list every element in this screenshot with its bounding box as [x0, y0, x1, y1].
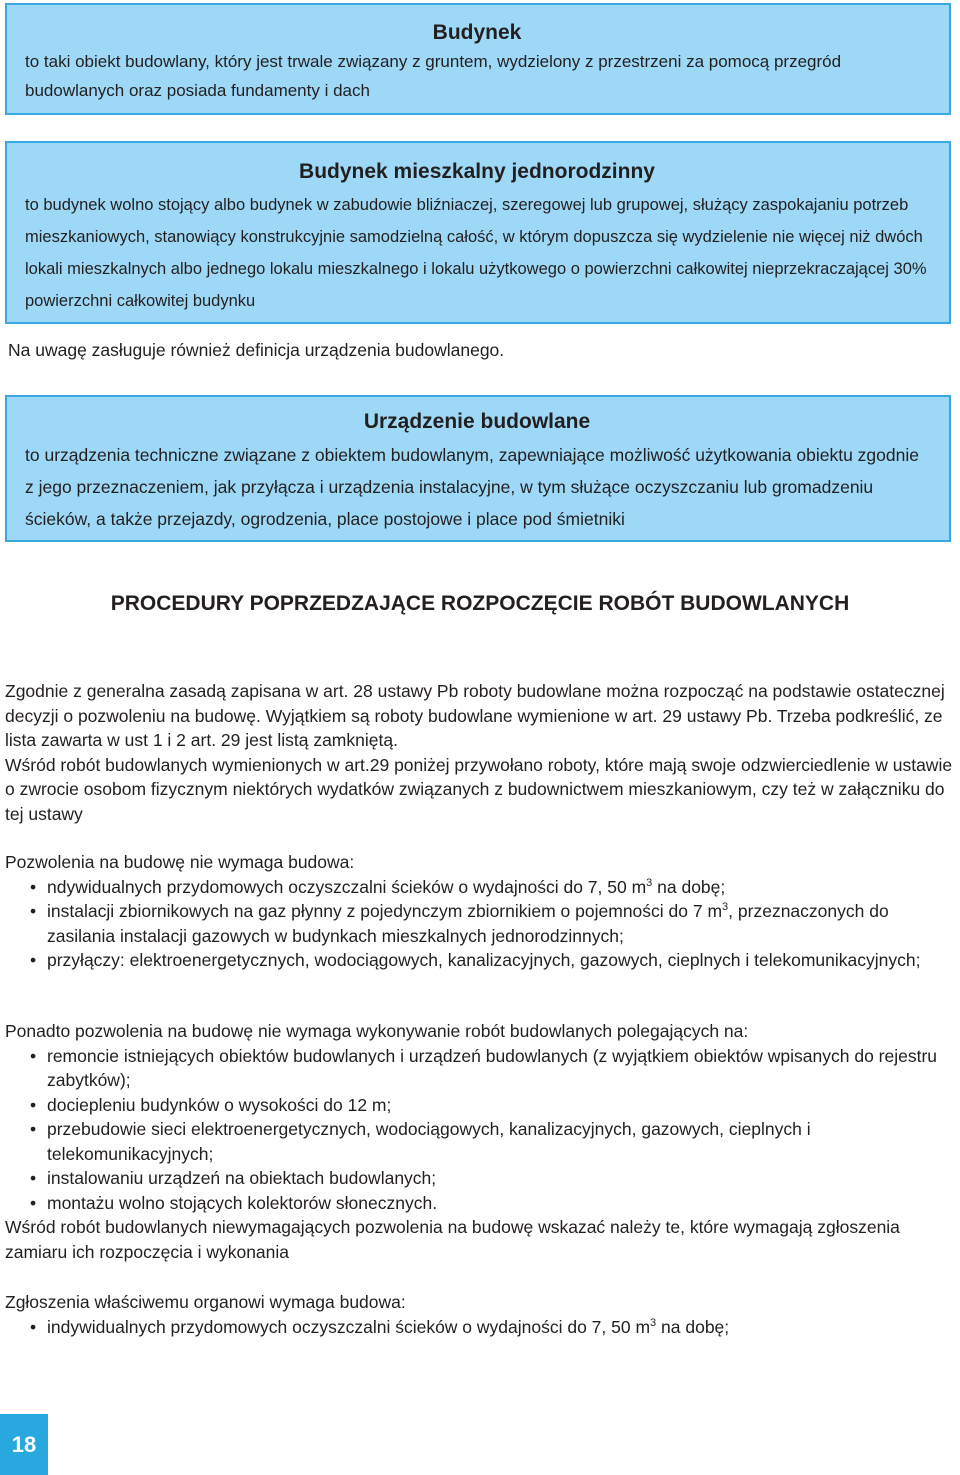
list-item: • przyłączy: elektroenergetycznych, wodociągowych, kanalizacyjnych, gazowych, cieplnych i telekomunikacyjnych; — [5, 948, 955, 973]
definition-title: Budynek — [432, 21, 522, 44]
paragraph-intro: Ponadto pozwolenia na budowę nie wymaga wykonywanie robót budowlanych polegających na: — [5, 1021, 749, 1041]
definition-box-urzadzenie — [5, 395, 951, 542]
list-item: • instalowaniu urządzeń na obiektach budowlanych; — [5, 1166, 955, 1191]
paragraph: Wśród robót budowlanych niewymagających pozwolenia na budowę wskazać należy te, które wymagają zgłoszenia zamiaru ich rozpoczęcia i wykonania — [5, 1217, 900, 1262]
bullet-list — [5, 875, 955, 973]
definition-box-budynek-jednorodzinny — [5, 141, 951, 324]
section-heading: PROCEDURY POPRZEDZAJĄCE ROZPOCZĘCIE ROBÓT BUDOWLANYCH — [110, 592, 850, 615]
definition-title: Budynek mieszkalny jednorodzinny — [299, 160, 655, 183]
bullet-list — [5, 1044, 955, 1216]
paragraph: Wśród robót budowlanych wymienionych w art.29 poniżej przywołano roboty, które mają swoje odzwierciedlenie w ustawie o zwrocie osobom fizycznym niektórych wydatków związanych z budownictwem mieszkaniowym, czy też w załączniku do tej ustawy — [5, 754, 953, 824]
definition-box-budynek — [5, 3, 951, 115]
list-item: • instalacji zbiornikowych na gaz płynny z pojedynczym zbiornikiem o pojemności do 7 $m^3$, przeznaczonych do zasilania instalacji gazowych w budynkach mieszkalnych jednorodzinnych; — [5, 899, 955, 948]
list-item: • remoncie istniejących obiektów budowlanych i urządzeń budowlanych (z wyjątkiem obiektów wpisanych do rejestru zabytków); — [5, 1044, 955, 1093]
definition-text: to urządzenia techniczne związane z obiektem budowlanym, zapewniające możliwość użytkowania obiektu zgodnie z jego przeznaczeniem, jak przyłącza i urządzenia instalacyjne, w tym służące oczyszczaniu lub gromadzeniu ścieków, a także przejazdy, ogrodzenia, place postojowe i place pod śmietniki — [25, 445, 919, 529]
section-no-permit-construction — [5, 850, 955, 973]
paragraph-intro: Pozwolenia na budowę nie wymaga budowa: — [5, 852, 355, 872]
list-item: • przebudowie sieci elektroenergetycznych, wodociągowych, kanalizacyjnych, gazowych, cieplnych i telekomunikacyjnych; — [5, 1117, 955, 1166]
paragraph: Zgodnie z generalna zasadą zapisana w art. 28 ustawy Pb roboty budowlane można rozpocząć na podstawie ostatecznej decyzji o pozwoleniu na budowę. Wyjątkiem są roboty budowlane wymienione w art. 29 ustawy Pb. Trzeba podkreślić, ze lista zawarta w ust 1 i 2 art. 29 jest listą zamkniętą. — [5, 681, 945, 750]
list-item: • ndywidualnych przydomowych oczyszczalni ścieków o wydajności do 7, 50 $m^3$ na dobę; — [5, 875, 955, 900]
list-item: • montażu wolno stojących kolektorów słonecznych. — [5, 1191, 955, 1216]
definition-text: to budynek wolno stojący albo budynek w zabudowie bliźniaczej, szeregowej lub grupowej, służący zaspokajaniu potrzeb mieszkaniowych, stanowiący konstrukcyjnie samodzielną całość, w którym dopuszcza się wydzielenie nie więcej niż dwóch lokali mieszkalnych albo jednego lokalu mieszkalnego i lokalu użytkowego o powierzchni całkowitej nieprzekraczającej 30% powierzchni całkowitej budynku — [25, 196, 927, 310]
section-no-permit-works — [5, 1019, 955, 1264]
paragraph-intro: Zgłoszenia właściwemu organowi wymaga budowa: — [5, 1292, 406, 1312]
section-intro — [5, 679, 955, 826]
list-item: • indywidualnych przydomowych oczyszczalni ścieków o wydajności do 7, 50 $m^3$ na dobę; — [5, 1315, 955, 1340]
note-text: Na uwagę zasługuje również definicja urządzenia budowlanego. — [8, 340, 505, 360]
definition-title: Urządzenie budowlane — [363, 410, 591, 433]
page-number: 18 — [0, 1414, 48, 1475]
list-item: • dociepleniu budynków o wysokości do 12 m; — [5, 1093, 955, 1118]
bullet-list — [5, 1315, 955, 1340]
definition-text: to taki obiekt budowlany, który jest trwale związany z gruntem, wydzielony z przestrzeni za pomocą przegród budowlanych oraz posiada fundamenty i dach — [25, 52, 842, 100]
section-notification — [5, 1290, 955, 1339]
